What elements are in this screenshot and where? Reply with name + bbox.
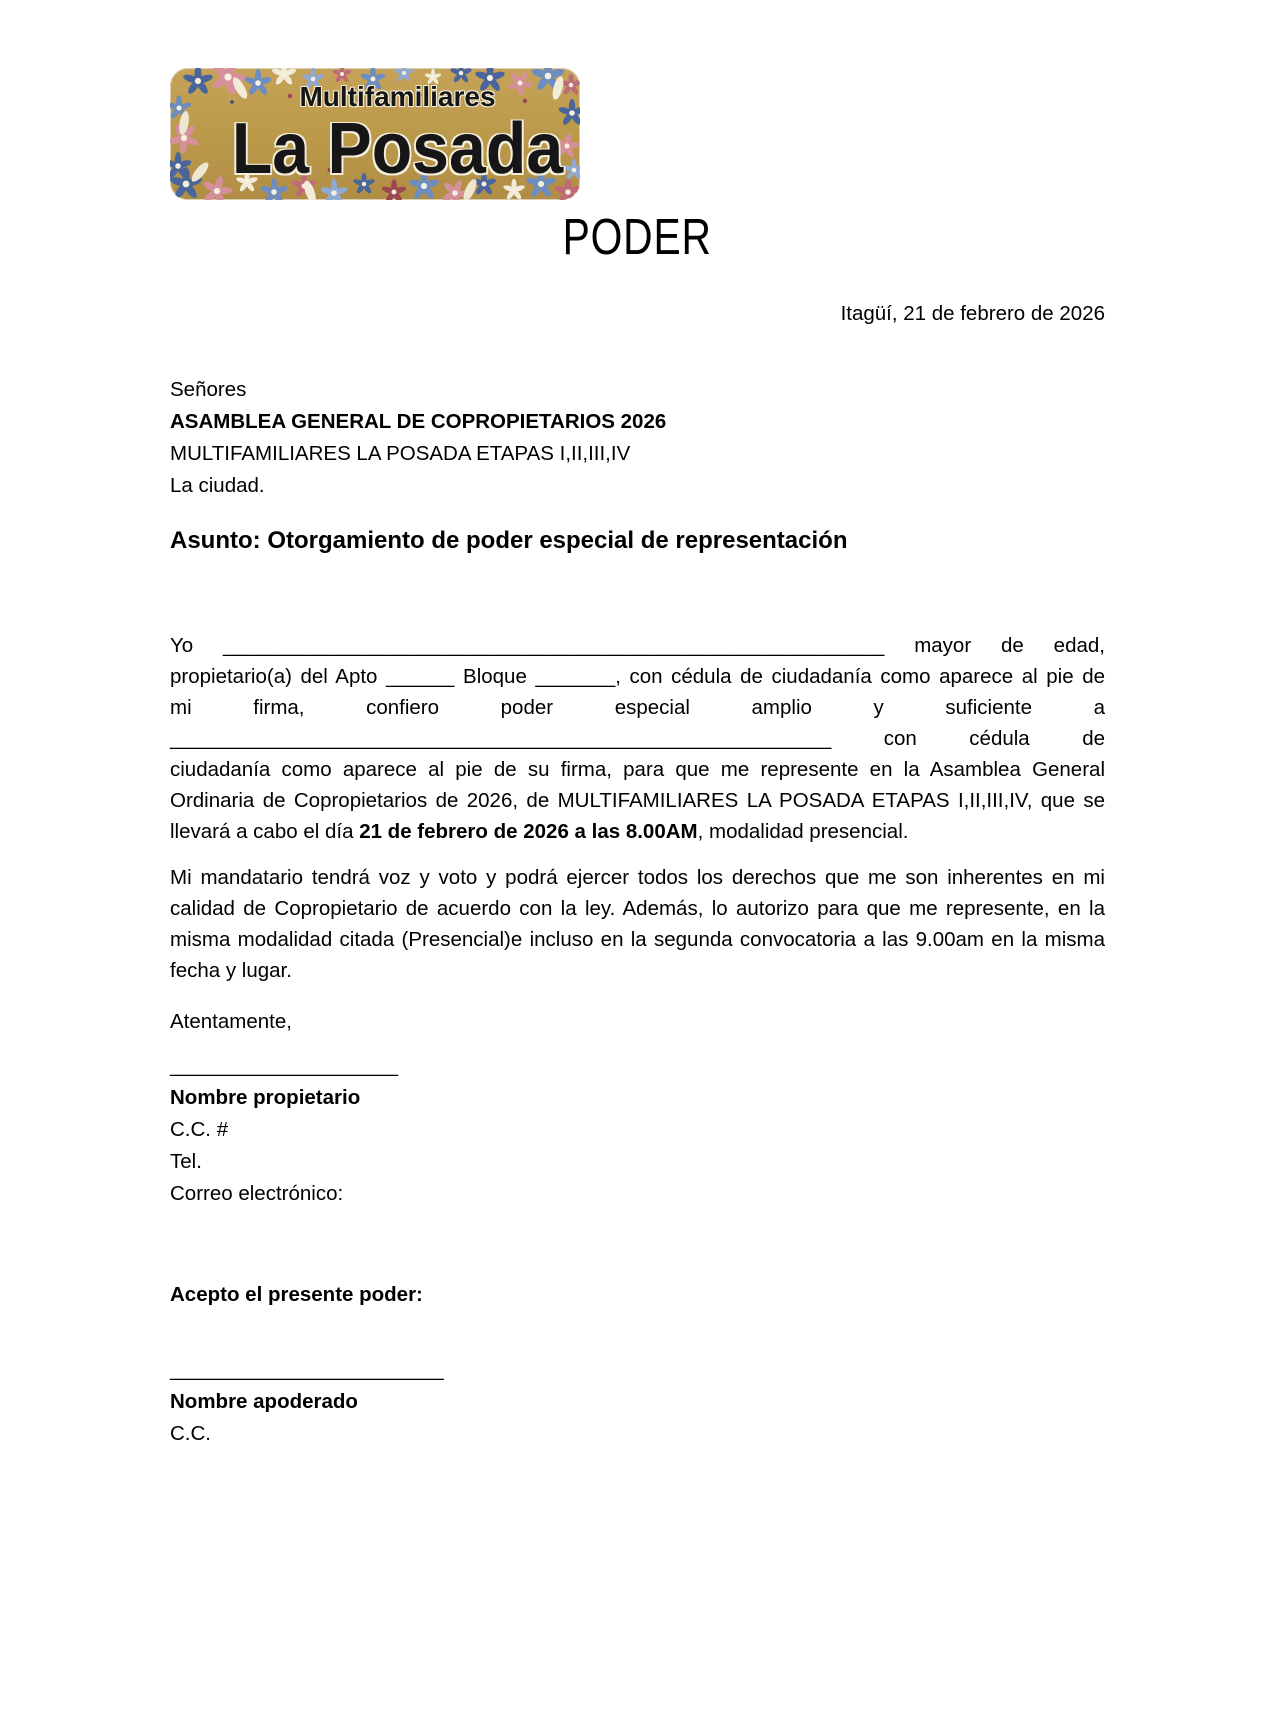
paragraph-line: misma modalidad citada (Presencial)e incluso en la segunda convocatoria a las 9.00am en la misma bbox=[170, 928, 1105, 951]
closing-salutation: Atentamente, bbox=[170, 1010, 292, 1033]
owner-id-label: C.C. # bbox=[170, 1118, 229, 1141]
paragraph-line: __________________________________________________________ con cédula de bbox=[170, 727, 1105, 750]
document-title bbox=[170, 210, 1105, 266]
attorney-name-label: Nombre apoderado bbox=[170, 1390, 358, 1413]
attorney-signature-line: ________________________ bbox=[170, 1358, 444, 1381]
recipient-assembly: ASAMBLEA GENERAL DE COPROPIETARIOS 2026 bbox=[170, 410, 667, 433]
document-page bbox=[0, 68, 1275, 1718]
recipient-city: La ciudad. bbox=[170, 474, 265, 497]
paragraph-line: calidad de Copropietario de acuerdo con la ley. Además, lo autorizo para que me represente, en la bbox=[170, 897, 1105, 920]
company-logo bbox=[170, 68, 580, 200]
meeting-date-bold: 21 de febrero de 2026 a las 8.00AM bbox=[359, 820, 698, 843]
subject-line: Asunto: Otorgamiento de poder especial de representación bbox=[170, 527, 848, 554]
paragraph-line: fecha y lugar. bbox=[170, 959, 292, 982]
paragraph-line: mi firma, confiero poder especial amplio y suficiente a bbox=[170, 696, 1105, 719]
paragraph-line: ciudadanía como aparece al pie de su firma, para que me represente en la Asamblea General bbox=[170, 758, 1105, 781]
paragraph-line: propietario(a) del Apto ______ Bloque _______, con cédula de ciudadanía como aparece al pie de bbox=[170, 665, 1105, 688]
attorney-signature-block bbox=[170, 1354, 1105, 1450]
document-title-text: PODER bbox=[562, 208, 713, 265]
owner-phone-label: Tel. bbox=[170, 1150, 202, 1173]
paragraph-line: Yo __________________________________________________________ mayor de edad, bbox=[170, 634, 1105, 657]
meeting-date-pre: llevará a cabo el día bbox=[170, 820, 360, 843]
paragraph-line: Ordinaria de Copropietarios de 2026, de MULTIFAMILIARES LA POSADA ETAPAS I,II,III,IV, que se bbox=[170, 789, 1105, 812]
paragraph-line: Mi mandatario tendrá voz y voto y podrá ejercer todos los derechos que me son inherentes en mi bbox=[170, 866, 1105, 889]
recipient-block bbox=[170, 374, 1105, 502]
owner-email-label: Correo electrónico: bbox=[170, 1182, 344, 1205]
mandate-rights-paragraph bbox=[170, 862, 1105, 986]
date-line: Itagüí, 21 de febrero de 2026 bbox=[840, 302, 1105, 325]
recipient-property: MULTIFAMILIARES LA POSADA ETAPAS I,II,III,IV bbox=[170, 442, 631, 465]
power-grant-paragraph bbox=[170, 630, 1105, 847]
meeting-date-post: , modalidad presencial. bbox=[697, 820, 909, 843]
owner-name-label: Nombre propietario bbox=[170, 1086, 361, 1109]
logo-text bbox=[170, 68, 580, 200]
logo-brand-top: Multifamiliares bbox=[299, 81, 496, 112]
recipient-salutation: Señores bbox=[170, 378, 247, 401]
acceptance-heading: Acepto el presente poder: bbox=[170, 1283, 423, 1306]
logo-brand-main: La Posada bbox=[231, 109, 564, 189]
owner-signature-block bbox=[170, 1050, 1105, 1210]
attorney-id-label: C.C. bbox=[170, 1422, 211, 1445]
paragraph-line bbox=[170, 816, 1105, 847]
owner-signature-line: ____________________ bbox=[170, 1054, 399, 1077]
